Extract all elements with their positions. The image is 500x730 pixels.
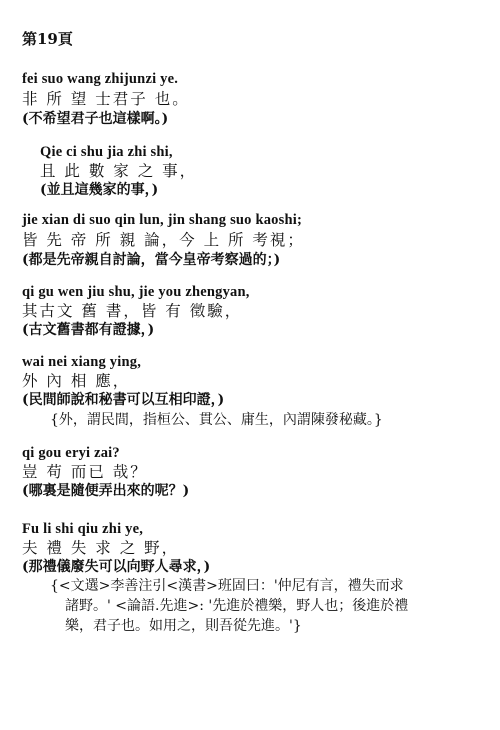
translation-line: (那禮儀廢失可以向野人尋求，) bbox=[22, 559, 211, 575]
pinyin-line: jie xian di suo qin lun, jin shang suo kaoshi; bbox=[22, 212, 302, 228]
translation-line: (不希望君子也這樣啊。) bbox=[22, 111, 169, 127]
chinese-text-line: 外 內 相 應， bbox=[22, 372, 131, 390]
pinyin-line: qi gu wen jiu shu, jie you zhengyan, bbox=[22, 284, 250, 300]
chinese-text-line: 其古文 舊 書，皆 有 徵驗， bbox=[22, 302, 243, 320]
annotation-note-line: 諸野。' <論語.先進>: '先進於禮樂，野人也；後進於禮 bbox=[65, 598, 409, 614]
translation-line: (都是先帝親自討論，當今皇帝考察過的；) bbox=[22, 252, 281, 268]
translation-line: (哪裏是隨便弄出來的呢？) bbox=[22, 483, 190, 499]
page-header: 第19頁 bbox=[22, 30, 73, 48]
pinyin-line: wai nei xiang ying, bbox=[22, 354, 142, 370]
annotation-note-line: 樂，君子也。如用之，則吾從先進。'} bbox=[65, 618, 302, 634]
annotation-note-line: {<文選>李善注引<漢書>班固曰：'仲尼有言，禮失而求 bbox=[50, 578, 404, 594]
pinyin-line: qi gou eryi zai? bbox=[22, 445, 120, 461]
pinyin-line: Qie ci shu jia zhi shi, bbox=[40, 144, 173, 160]
chinese-text-line: 非 所 望 士君子 也。 bbox=[22, 90, 190, 108]
annotation-note: {外，謂民間，指桓公、貫公、庸生，內謂陳發秘藏。} bbox=[50, 412, 383, 428]
pinyin-line: Fu li shi qiu zhi ye, bbox=[22, 521, 144, 537]
pinyin-line: fei suo wang zhijunzi ye. bbox=[22, 71, 179, 87]
chinese-text-line: 豈 苟 而已 哉？ bbox=[22, 463, 148, 481]
translation-line: (並且這幾家的事，) bbox=[40, 182, 159, 198]
chinese-text-line: 皆 先 帝 所 親 論，今 上 所 考視； bbox=[22, 231, 305, 249]
chinese-text-line: 夫 禮 失 求 之 野， bbox=[22, 539, 180, 557]
chinese-text-line: 且 此 數 家 之 事， bbox=[40, 162, 198, 180]
translation-line: (古文舊書都有證據，) bbox=[22, 322, 155, 338]
translation-line: (民間師說和秘書可以互相印證，) bbox=[22, 392, 225, 408]
